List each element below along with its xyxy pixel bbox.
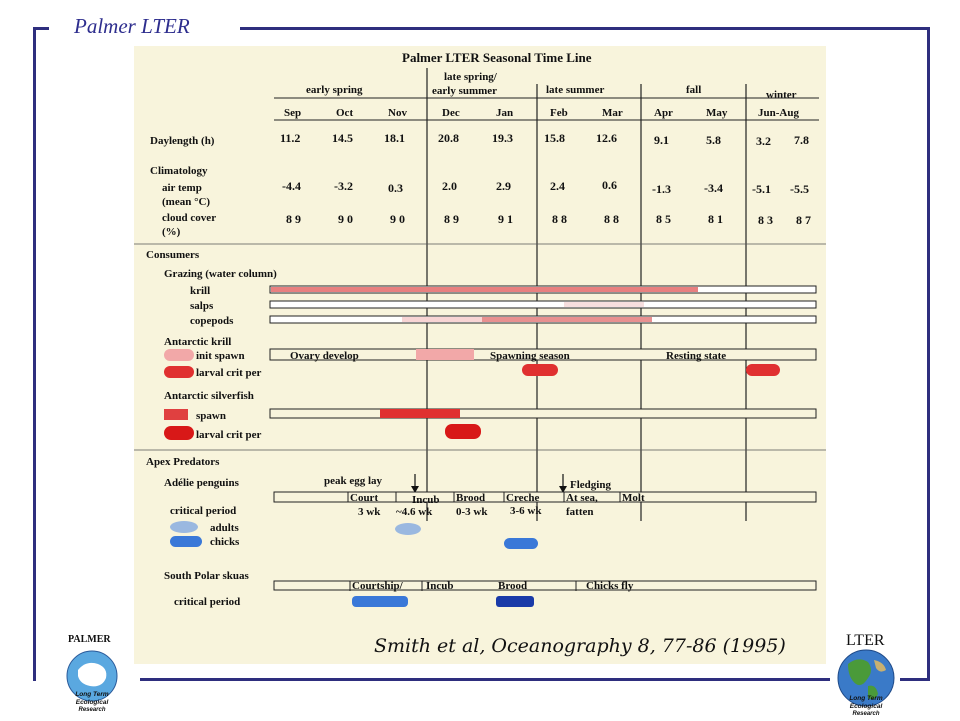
citation-handwritten: Smith et al, Oceanography 8, 77-86 (1995) — [374, 635, 786, 657]
daylength-value: 11.2 — [280, 131, 301, 145]
chicks-critical-mark — [504, 538, 538, 549]
daylength-value: 15.8 — [544, 131, 565, 145]
season-early-spring: early spring — [306, 84, 363, 96]
cloud-value: 87 — [796, 213, 814, 227]
krill-larval-label: larval crit per — [196, 367, 262, 379]
slide-title: Palmer LTER — [74, 14, 190, 38]
stage-duration: 3 wk — [358, 506, 381, 518]
adelie-label: Adélie penguins — [164, 477, 239, 489]
month-label: May — [706, 107, 728, 119]
frame-right — [927, 27, 930, 681]
season-late-summer: late summer — [546, 84, 605, 96]
frame-bottom-right — [900, 678, 930, 681]
season-winter: winter — [766, 89, 797, 101]
cloud-cover-sub: (%) — [162, 226, 181, 238]
diagram-panel — [134, 46, 826, 664]
silverfish-larval-swatch — [164, 426, 194, 440]
larval-swatch — [164, 366, 194, 378]
earth-globe-icon — [834, 648, 898, 716]
palmer-logo-text: Ecological — [75, 699, 109, 706]
salps-label: salps — [190, 300, 214, 312]
penguin-stage: Court — [350, 492, 379, 504]
cloud-value: 91 — [498, 212, 516, 226]
month-label: Jun-Aug — [758, 107, 799, 119]
cloud-value: 83 — [758, 213, 776, 227]
palmer-logo-text: Research — [78, 707, 106, 712]
cloud-value: 89 — [444, 212, 462, 226]
diagram-title: Palmer LTER Seasonal Time Line — [402, 50, 592, 65]
cloud-value: 88 — [552, 212, 570, 226]
air-temp-value: 0.6 — [602, 178, 617, 192]
penguin-stage: Creche — [506, 492, 540, 504]
month-label: Dec — [442, 107, 460, 119]
skua-stage: Incub — [426, 580, 454, 592]
adults-label: adults — [210, 522, 239, 534]
skua-stage: Courtship/ — [352, 580, 403, 592]
silverfish-bar — [270, 409, 816, 418]
timeline-diagram — [134, 46, 826, 664]
stage-duration: 0-3 wk — [456, 506, 488, 518]
air-temp-value: 2.9 — [496, 179, 511, 193]
peak-egg-label: peak egg lay — [324, 475, 383, 487]
copepods-bar-fill-light — [402, 317, 482, 322]
daylength-value: 14.5 — [332, 131, 353, 145]
daylength-label: Daylength (h) — [150, 135, 215, 147]
month-label: Nov — [388, 107, 407, 119]
penguin-stage: At sea, — [566, 492, 598, 504]
air-temp-value: -1.3 — [652, 182, 671, 196]
silverfish-label: Antarctic silverfish — [164, 390, 254, 402]
month-label: Oct — [336, 107, 354, 119]
frame-bottom — [140, 678, 830, 681]
krill-bar-fill — [271, 287, 698, 292]
daylength-value: 20.8 — [438, 131, 459, 145]
adults-swatch — [170, 521, 198, 533]
air-temp-label: air temp — [162, 182, 202, 194]
daylength-value: 3.2 — [756, 134, 771, 148]
consumers-label: Consumers — [146, 249, 200, 261]
cloud-value: 90 — [390, 212, 408, 226]
apex-predators-label: Apex Predators — [146, 456, 220, 468]
skuas-label: South Polar skuas — [164, 570, 249, 582]
antarctica-globe-icon — [62, 650, 122, 712]
resting-state-label: Resting state — [666, 350, 727, 362]
cloud-value: 85 — [656, 212, 674, 226]
palmer-logo-label: PALMER — [68, 634, 111, 645]
air-temp-value: -3.2 — [334, 179, 353, 193]
chicks-swatch — [170, 536, 202, 547]
lter-logo — [834, 648, 898, 716]
month-label: Jan — [496, 107, 514, 119]
skua-critical-label: critical period — [174, 596, 241, 608]
silverfish-larval-label: larval crit per — [196, 429, 262, 441]
season-early-summer: early summer — [432, 85, 498, 97]
silverfish-spawn-label: spawn — [196, 410, 226, 422]
salps-bar-fill — [564, 302, 644, 307]
copepods-label: copepods — [190, 315, 234, 327]
fledging-label: Fledging — [570, 479, 611, 491]
air-temp-value: -5.5 — [790, 182, 809, 196]
spawning-season-label: Spawning season — [490, 350, 570, 362]
frame-top-right — [240, 27, 930, 30]
air-temp-value: -5.1 — [752, 182, 771, 196]
skua-adult-critical-mark — [352, 596, 408, 607]
adults-critical-mark — [395, 523, 421, 535]
month-label: Mar — [602, 107, 623, 119]
salps-bar — [270, 301, 816, 308]
stage-duration: fatten — [566, 506, 594, 518]
daylength-value: 9.1 — [654, 133, 669, 147]
daylength-value: 7.8 — [794, 133, 809, 147]
climatology-label: Climatology — [150, 165, 208, 177]
grazing-label: Grazing (water column) — [164, 268, 277, 280]
daylength-value: 5.8 — [706, 133, 721, 147]
init-spawn-label: init spawn — [196, 350, 245, 362]
daylength-value: 12.6 — [596, 131, 617, 145]
penguin-stage: Brood — [456, 492, 486, 504]
palmer-logo — [62, 650, 122, 712]
air-temp-value: 2.0 — [442, 179, 457, 193]
silverfish-spawn-mark — [380, 409, 460, 418]
stage-duration: 3-6 wk — [510, 505, 542, 517]
silverfish-larval-mark — [445, 424, 481, 439]
air-temp-value: 2.4 — [550, 179, 565, 193]
cloud-value: 81 — [708, 212, 726, 226]
copepods-bar-fill — [482, 317, 652, 322]
krill-larval-mark — [746, 364, 780, 376]
month-label: Apr — [654, 107, 673, 119]
palmer-logo-text: Long Term — [75, 691, 109, 698]
lter-logo-label: LTER — [846, 632, 885, 649]
chicks-label: chicks — [210, 536, 240, 548]
cloud-cover-label: cloud cover — [162, 212, 217, 224]
init-spawn-mark — [416, 349, 474, 360]
critical-period-label: critical period — [170, 505, 237, 517]
skua-chick-critical-mark — [496, 596, 534, 607]
skua-stage: Brood — [498, 580, 528, 592]
krill-larval-mark — [522, 364, 558, 376]
penguin-stage: Molt — [622, 492, 645, 504]
frame-left — [33, 27, 36, 681]
skua-stage: Chicks fly — [586, 580, 634, 592]
lter-logo-text: Research — [852, 711, 880, 716]
krill-label: krill — [190, 285, 211, 297]
air-temp-value: -4.4 — [282, 179, 301, 193]
init-spawn-swatch — [164, 349, 194, 361]
daylength-value: 18.1 — [384, 131, 405, 145]
air-temp-value: 0.3 — [388, 181, 403, 195]
antarctic-krill-label: Antarctic krill — [164, 336, 232, 348]
ovary-develop-label: Ovary develop — [290, 350, 359, 362]
season-fall: fall — [686, 84, 702, 96]
cloud-value: 88 — [604, 212, 622, 226]
stage-duration: ~4.6 wk — [396, 506, 433, 518]
lter-logo-text: Ecological — [849, 703, 883, 710]
silverfish-spawn-swatch — [164, 409, 188, 420]
daylength-value: 19.3 — [492, 131, 513, 145]
penguin-stage: Incub — [412, 494, 440, 506]
air-temp-sub: (mean °C) — [162, 196, 211, 208]
month-label: Feb — [550, 107, 568, 119]
lter-logo-text: Long Term — [849, 695, 883, 702]
cloud-value: 90 — [338, 212, 356, 226]
month-label: Sep — [284, 107, 302, 119]
cloud-value: 89 — [286, 212, 304, 226]
air-temp-value: -3.4 — [704, 181, 723, 195]
season-late-spring: late spring/ — [444, 71, 497, 83]
